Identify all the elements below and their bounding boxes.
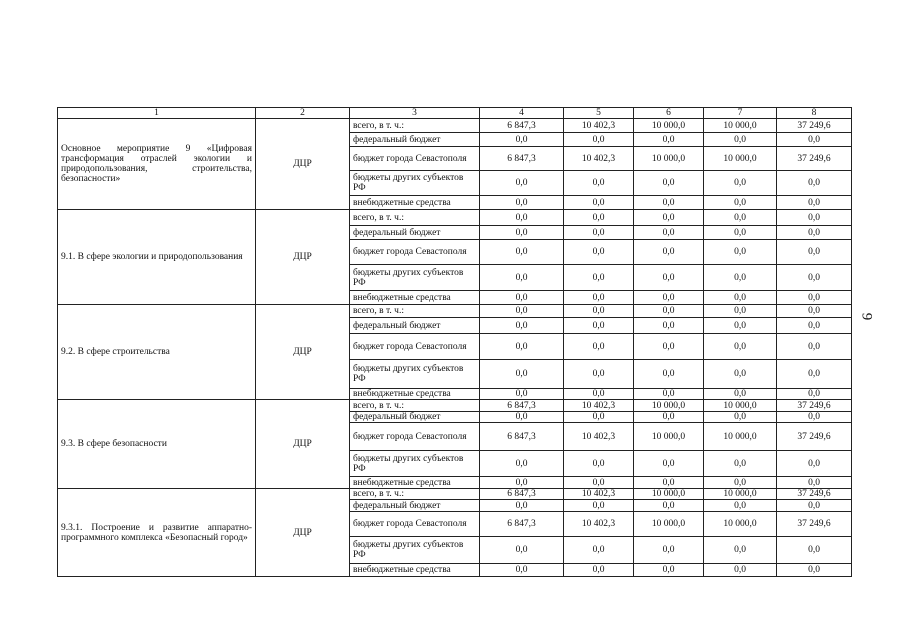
amount-cell: 0,0 xyxy=(564,477,634,489)
amount-cell: 0,0 xyxy=(634,171,704,196)
amount-cell: 0,0 xyxy=(634,305,704,318)
amount-cell: 0,0 xyxy=(564,226,634,240)
amount-cell: 0,0 xyxy=(777,564,852,577)
amount-cell: 0,0 xyxy=(480,133,564,147)
table-row xyxy=(58,210,852,226)
amount-cell: 0,0 xyxy=(777,305,852,318)
funding-source: внебюджетные средства xyxy=(350,564,480,577)
amount-cell: 10 402,3 xyxy=(564,512,634,537)
funding-source: федеральный бюджет xyxy=(350,133,480,147)
amount-cell: 10 000,0 xyxy=(704,400,777,412)
amount-cell: 0,0 xyxy=(704,412,777,423)
executor: ДЦР xyxy=(256,210,350,305)
amount-cell: 10 000,0 xyxy=(704,489,777,500)
amount-cell: 0,0 xyxy=(480,537,564,564)
table-row xyxy=(58,305,852,318)
amount-cell: 0,0 xyxy=(704,500,777,512)
amount-cell: 0,0 xyxy=(777,412,852,423)
header-cell-7: 7 xyxy=(704,108,777,119)
amount-cell: 0,0 xyxy=(564,318,634,334)
amount-cell: 0,0 xyxy=(480,477,564,489)
funding-source: федеральный бюджет xyxy=(350,412,480,423)
funding-source: всего, в т. ч.: xyxy=(350,119,480,133)
amount-cell: 37 249,6 xyxy=(777,489,852,500)
funding-source: всего, в т. ч.: xyxy=(350,489,480,500)
funding-source: бюджет города Севастополя xyxy=(350,147,480,171)
amount-cell: 6 847,3 xyxy=(480,512,564,537)
amount-cell: 0,0 xyxy=(777,291,852,305)
funding-source: внебюджетные средства xyxy=(350,477,480,489)
activity-name: 9.1. В сфере экологии и природопользования xyxy=(58,210,256,305)
amount-cell: 0,0 xyxy=(704,171,777,196)
amount-cell: 0,0 xyxy=(777,196,852,210)
header-cell-4: 4 xyxy=(480,108,564,119)
amount-cell: 0,0 xyxy=(564,564,634,577)
amount-cell: 0,0 xyxy=(480,196,564,210)
amount-cell: 0,0 xyxy=(564,291,634,305)
amount-cell: 0,0 xyxy=(704,265,777,291)
amount-cell: 0,0 xyxy=(777,500,852,512)
header-row xyxy=(58,108,852,119)
amount-cell: 10 000,0 xyxy=(634,512,704,537)
amount-cell: 0,0 xyxy=(634,133,704,147)
amount-cell: 0,0 xyxy=(480,305,564,318)
amount-cell: 0,0 xyxy=(634,226,704,240)
amount-cell: 0,0 xyxy=(634,389,704,400)
amount-cell: 37 249,6 xyxy=(777,423,852,451)
amount-cell: 0,0 xyxy=(634,334,704,360)
amount-cell: 0,0 xyxy=(480,412,564,423)
amount-cell: 0,0 xyxy=(704,334,777,360)
amount-cell: 0,0 xyxy=(564,334,634,360)
amount-cell: 0,0 xyxy=(564,389,634,400)
activity-name: 9.3. В сфере безопасности xyxy=(58,400,256,489)
amount-cell: 0,0 xyxy=(704,226,777,240)
amount-cell: 0,0 xyxy=(634,477,704,489)
funding-source: бюджеты других субъектов РФ xyxy=(350,360,480,389)
amount-cell: 0,0 xyxy=(564,171,634,196)
amount-cell: 0,0 xyxy=(777,171,852,196)
amount-cell: 0,0 xyxy=(480,500,564,512)
amount-cell: 0,0 xyxy=(480,564,564,577)
amount-cell: 0,0 xyxy=(777,360,852,389)
executor: ДЦР xyxy=(256,305,350,400)
amount-cell: 0,0 xyxy=(777,265,852,291)
activity-name: Основное мероприятие 9 «Цифровая трансформация отраслей экологии и природопользования, строительства, безопасности» xyxy=(58,119,256,210)
amount-cell: 10 000,0 xyxy=(634,423,704,451)
amount-cell: 10 402,3 xyxy=(564,489,634,500)
amount-cell: 0,0 xyxy=(480,210,564,226)
amount-cell: 10 402,3 xyxy=(564,119,634,133)
amount-cell: 0,0 xyxy=(480,265,564,291)
funding-source: бюджет города Севастополя xyxy=(350,240,480,265)
funding-source: федеральный бюджет xyxy=(350,226,480,240)
amount-cell: 6 847,3 xyxy=(480,147,564,171)
activity-name: 9.3.1. Построение и развитие аппаратно-программного комплекса «Безопасный город» xyxy=(58,489,256,577)
funding-source: бюджет города Севастополя xyxy=(350,334,480,360)
amount-cell: 0,0 xyxy=(634,451,704,477)
amount-cell: 6 847,3 xyxy=(480,423,564,451)
amount-cell: 0,0 xyxy=(634,412,704,423)
funding-source: федеральный бюджет xyxy=(350,500,480,512)
amount-cell: 10 000,0 xyxy=(704,147,777,171)
amount-cell: 0,0 xyxy=(704,210,777,226)
amount-cell: 0,0 xyxy=(704,318,777,334)
funding-source: внебюджетные средства xyxy=(350,389,480,400)
header-cell-3: 3 xyxy=(350,108,480,119)
amount-cell: 10 402,3 xyxy=(564,423,634,451)
amount-cell: 0,0 xyxy=(634,265,704,291)
header-cell-2: 2 xyxy=(256,108,350,119)
header-cell-1: 1 xyxy=(58,108,256,119)
amount-cell: 0,0 xyxy=(704,389,777,400)
amount-cell: 0,0 xyxy=(634,240,704,265)
amount-cell: 37 249,6 xyxy=(777,512,852,537)
table-row xyxy=(58,489,852,500)
amount-cell: 6 847,3 xyxy=(480,489,564,500)
amount-cell: 0,0 xyxy=(634,291,704,305)
header-cell-6: 6 xyxy=(634,108,704,119)
header-cell-8: 8 xyxy=(777,108,852,119)
amount-cell: 0,0 xyxy=(704,451,777,477)
amount-cell: 10 000,0 xyxy=(634,147,704,171)
amount-cell: 10 000,0 xyxy=(634,119,704,133)
amount-cell: 0,0 xyxy=(634,318,704,334)
funding-source: внебюджетные средства xyxy=(350,291,480,305)
amount-cell: 6 847,3 xyxy=(480,400,564,412)
amount-cell: 0,0 xyxy=(480,360,564,389)
amount-cell: 0,0 xyxy=(480,171,564,196)
amount-cell: 0,0 xyxy=(564,196,634,210)
activity-name: 9.2. В сфере строительства xyxy=(58,305,256,400)
executor: ДЦР xyxy=(256,400,350,489)
funding-source: всего, в т. ч.: xyxy=(350,210,480,226)
funding-source: бюджет города Севастополя xyxy=(350,423,480,451)
table-row xyxy=(58,400,852,412)
funding-source: федеральный бюджет xyxy=(350,318,480,334)
amount-cell: 0,0 xyxy=(634,537,704,564)
amount-cell: 10 402,3 xyxy=(564,147,634,171)
executor: ДЦР xyxy=(256,119,350,210)
amount-cell: 0,0 xyxy=(480,291,564,305)
amount-cell: 0,0 xyxy=(564,451,634,477)
amount-cell: 0,0 xyxy=(704,291,777,305)
executor: ДЦР xyxy=(256,489,350,577)
amount-cell: 0,0 xyxy=(777,389,852,400)
amount-cell: 0,0 xyxy=(564,210,634,226)
amount-cell: 0,0 xyxy=(634,360,704,389)
amount-cell: 0,0 xyxy=(777,133,852,147)
amount-cell: 0,0 xyxy=(564,412,634,423)
header-cell-5: 5 xyxy=(564,108,634,119)
funding-source: бюджеты других субъектов РФ xyxy=(350,451,480,477)
amount-cell: 10 000,0 xyxy=(704,119,777,133)
amount-cell: 37 249,6 xyxy=(777,400,852,412)
amount-cell: 0,0 xyxy=(564,133,634,147)
amount-cell: 0,0 xyxy=(480,334,564,360)
amount-cell: 0,0 xyxy=(704,133,777,147)
amount-cell: 10 000,0 xyxy=(704,512,777,537)
amount-cell: 0,0 xyxy=(704,477,777,489)
amount-cell: 10 402,3 xyxy=(564,400,634,412)
funding-source: бюджет города Севастополя xyxy=(350,512,480,537)
amount-cell: 0,0 xyxy=(634,564,704,577)
amount-cell: 0,0 xyxy=(777,334,852,360)
amount-cell: 0,0 xyxy=(564,360,634,389)
amount-cell: 0,0 xyxy=(634,500,704,512)
amount-cell: 0,0 xyxy=(704,196,777,210)
amount-cell: 0,0 xyxy=(777,477,852,489)
amount-cell: 37 249,6 xyxy=(777,119,852,133)
funding-source: бюджеты других субъектов РФ xyxy=(350,537,480,564)
amount-cell: 0,0 xyxy=(777,318,852,334)
amount-cell: 37 249,6 xyxy=(777,147,852,171)
funding-source: бюджеты других субъектов РФ xyxy=(350,265,480,291)
amount-cell: 0,0 xyxy=(777,210,852,226)
amount-cell: 0,0 xyxy=(777,226,852,240)
amount-cell: 6 847,3 xyxy=(480,119,564,133)
amount-cell: 0,0 xyxy=(564,265,634,291)
amount-cell: 0,0 xyxy=(564,240,634,265)
amount-cell: 10 000,0 xyxy=(634,489,704,500)
financing-table xyxy=(57,107,852,577)
amount-cell: 0,0 xyxy=(704,360,777,389)
amount-cell: 0,0 xyxy=(704,240,777,265)
amount-cell: 0,0 xyxy=(634,196,704,210)
amount-cell: 0,0 xyxy=(704,564,777,577)
funding-source: внебюджетные средства xyxy=(350,196,480,210)
amount-cell: 0,0 xyxy=(704,305,777,318)
amount-cell: 0,0 xyxy=(480,226,564,240)
amount-cell: 0,0 xyxy=(777,537,852,564)
amount-cell: 0,0 xyxy=(564,500,634,512)
amount-cell: 10 000,0 xyxy=(704,423,777,451)
amount-cell: 0,0 xyxy=(480,389,564,400)
table-row xyxy=(58,119,852,133)
funding-source: всего, в т. ч.: xyxy=(350,305,480,318)
amount-cell: 0,0 xyxy=(634,210,704,226)
funding-source: всего, в т. ч.: xyxy=(350,400,480,412)
amount-cell: 0,0 xyxy=(777,451,852,477)
amount-cell: 0,0 xyxy=(777,240,852,265)
amount-cell: 0,0 xyxy=(480,451,564,477)
amount-cell: 0,0 xyxy=(480,318,564,334)
amount-cell: 0,0 xyxy=(480,240,564,265)
page-number: 9 xyxy=(858,312,875,321)
amount-cell: 0,0 xyxy=(704,537,777,564)
amount-cell: 10 000,0 xyxy=(634,400,704,412)
amount-cell: 0,0 xyxy=(564,537,634,564)
amount-cell: 0,0 xyxy=(564,305,634,318)
funding-source: бюджеты других субъектов РФ xyxy=(350,171,480,196)
